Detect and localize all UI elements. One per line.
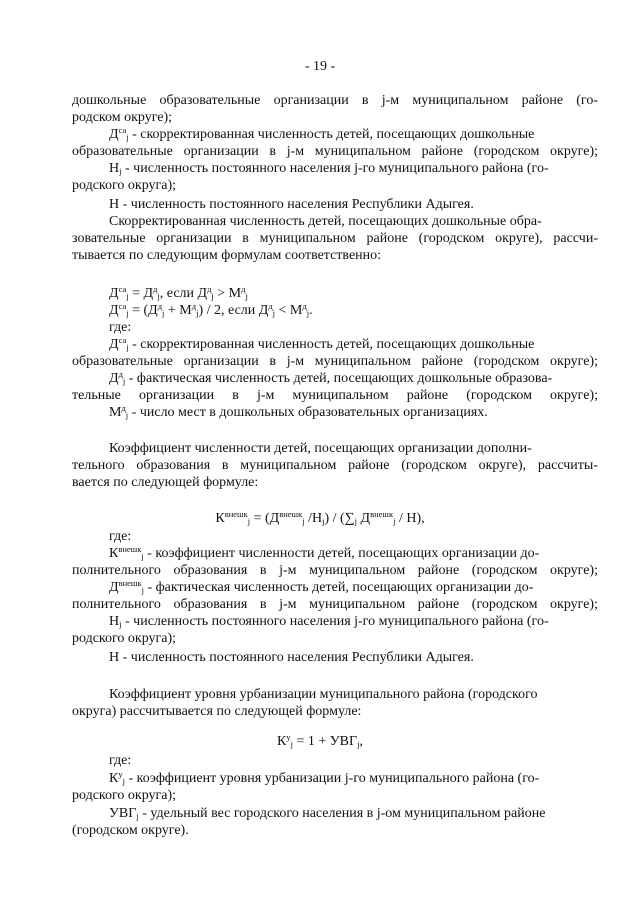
- paragraph-line: дошкольные образовательные организации в j-м муниципальном районе (го-: [72, 93, 598, 108]
- paragraph-line: полнительного образования в j-м муниципальном районе (городском округе);: [72, 563, 598, 578]
- paragraph-line: образовательные организации в j-м муниципальном районе (городском округе);: [72, 354, 598, 369]
- where-label: где:: [109, 529, 132, 544]
- paragraph-line: Коэффициент численности детей, посещающих организации дополни-: [109, 441, 532, 456]
- paragraph-line: родского округа);: [72, 788, 177, 803]
- paragraph-line: тельные организации в j-м муниципальном районе (городском округе);: [72, 388, 598, 403]
- definition-line: $Д^д_j$ - фактическая численность детей, посещающих дошкольные образова-: [109, 369, 553, 386]
- definition-line: $М^д_j$ - число мест в дошкольных образовательных организациях.: [109, 403, 488, 420]
- paragraph-line: тывается по следующим формулам соответственно:: [72, 248, 382, 263]
- paragraph-line: родского округа);: [72, 178, 177, 193]
- paragraph-line: образовательные организации в j-м муниципальном районе (городском округе);: [72, 144, 598, 159]
- paragraph-line: родском округе);: [72, 110, 173, 125]
- paragraph-line: полнительного образования в j-м муниципальном районе (городском округе);: [72, 597, 598, 612]
- paragraph-line: (городском округе).: [72, 823, 189, 838]
- paragraph-line: вается по следующей формуле:: [72, 475, 259, 490]
- definition-line: $Д^{внешк}_j$ - фактическая численность детей, посещающих организации до-: [109, 578, 534, 595]
- formula-line: $Д^{са}_j = Д^д_j$, если $Д^д_j > М^д_j$: [109, 284, 248, 301]
- definition-line: $Н_j$ - численность постоянного населения j-го муниципального района (го-: [109, 614, 549, 629]
- paragraph-line: Коэффициент уровня урбанизации муниципального района (городского: [109, 687, 538, 702]
- page-number: - 19 -: [304, 59, 336, 74]
- definition-line: $УВГ_j$ - удельный вес городского населения в j-ом муниципальном районе: [109, 806, 546, 821]
- paragraph-line: зовательные организации в муниципальном районе (городском округе), рассчи-: [72, 231, 598, 246]
- where-label: где:: [109, 753, 132, 768]
- formula-line: $К^{внешк}_j = (Д^{внешк}_j$ $/Н_j) / (\sum_j$ $Д^{внешк}_j / Н$),: [215, 509, 425, 526]
- definition-line: $Н_j$ - численность постоянного населения j-го муниципального района (го-: [109, 161, 549, 176]
- paragraph-line: Скорректированная численность детей, посещающих дошкольные обра-: [109, 214, 542, 229]
- where-label: где:: [109, 320, 132, 335]
- definition-line: $К^у_j$ - коэффициент уровня урбанизации j-го муниципального района (го-: [109, 769, 540, 786]
- formula-line: $Д^{са}_j = (Д^д_j + М^д_j) / 2$, если $Д^д_j < М^д_j$.: [109, 301, 313, 318]
- paragraph-line: родского округа);: [72, 631, 177, 646]
- paragraph-line: Н - численность постоянного населения Республики Адыгея.: [109, 197, 474, 212]
- definition-line: $К^{внешк}_j$ - коэффициент численности детей, посещающих организации до-: [109, 544, 540, 561]
- definition-line: $Д^{са}_j$ - скорректированная численность детей, посещающих дошкольные: [109, 335, 535, 352]
- paragraph-line: Н - численность постоянного населения Республики Адыгея.: [109, 650, 474, 665]
- paragraph-line: округа) рассчитывается по следующей формуле:: [72, 704, 362, 719]
- formula-line: $К^у_j = 1 + УВГ_j$,: [277, 732, 363, 749]
- definition-line: $Д^{са}_j$ - скорректированная численность детей, посещающих дошкольные: [109, 125, 535, 142]
- paragraph-line: тельного образования в муниципальном районе (городском округе), рассчиты-: [72, 458, 598, 473]
